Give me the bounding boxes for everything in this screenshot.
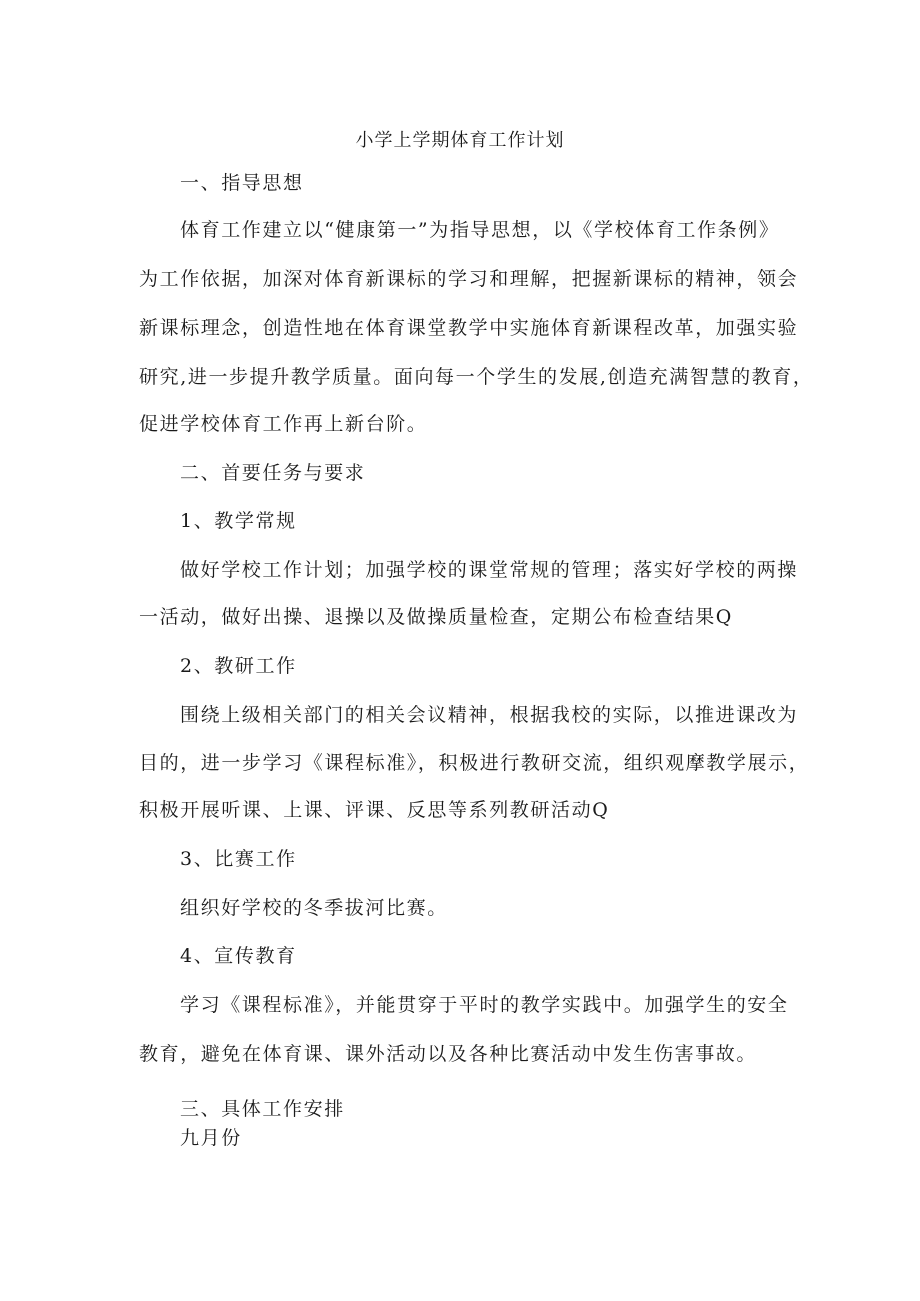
- paragraph-line: 围绕上级相关部门的相关会议精神，根据我校的实际，以推进课改为: [180, 704, 799, 726]
- paragraph-line: 新课标理念，创造性地在体育课堂教学中实施体育新课程改革，加强实验: [139, 317, 799, 339]
- subheading-teaching-research: 2、教研工作: [180, 655, 297, 677]
- paragraph-line: 做好学校工作计划；加强学校的课堂常规的管理；落实好学校的两操: [180, 559, 799, 581]
- paragraph-line: 一活动，做好出操、退操以及做操质量检查，定期公布检查结果Q: [139, 606, 733, 628]
- subheading-competition: 3、比赛工作: [180, 848, 297, 870]
- section-heading-guiding-thought: 一、指导思想: [180, 172, 304, 194]
- paragraph-line: 体育工作建立以“健康第一”为指导思想，以《学校体育工作条例》: [180, 219, 780, 241]
- paragraph-line: 目的，进一步学习《课程标准》，积极进行教研交流，组织观摩教学展示，: [139, 752, 810, 774]
- paragraph-line: 学习《课程标准》，并能贯穿于平时的教学实践中。加强学生的安全: [180, 994, 789, 1016]
- paragraph-line: 研究,进一步提升教学质量。面向每一个学生的发展,创造充满智慧的教育，: [139, 366, 814, 388]
- paragraph-line: 积极开展听课、上课、评课、反思等系列教研活动Q: [139, 799, 610, 821]
- section-heading-work-arrangement: 三、具体工作安排: [180, 1098, 345, 1120]
- paragraph-line: 教育，避免在体育课、课外活动以及各种比赛活动中发生伤害事故。: [139, 1043, 758, 1065]
- paragraph-line: 促进学校体育工作再上新台阶。: [139, 413, 428, 435]
- month-label: 九月份: [180, 1127, 242, 1149]
- subheading-teaching-routine: 1、教学常规: [180, 510, 297, 532]
- paragraph-line: 为工作依据，加深对体育新课标的学习和理解，把握新课标的精神，领会: [139, 268, 799, 290]
- paragraph-line: 组织好学校的冬季拔河比赛。: [180, 897, 448, 919]
- document-title: 小学上学期体育工作计划: [355, 130, 565, 151]
- section-heading-tasks: 二、首要任务与要求: [180, 462, 366, 484]
- subheading-publicity-education: 4、宣传教育: [180, 945, 297, 967]
